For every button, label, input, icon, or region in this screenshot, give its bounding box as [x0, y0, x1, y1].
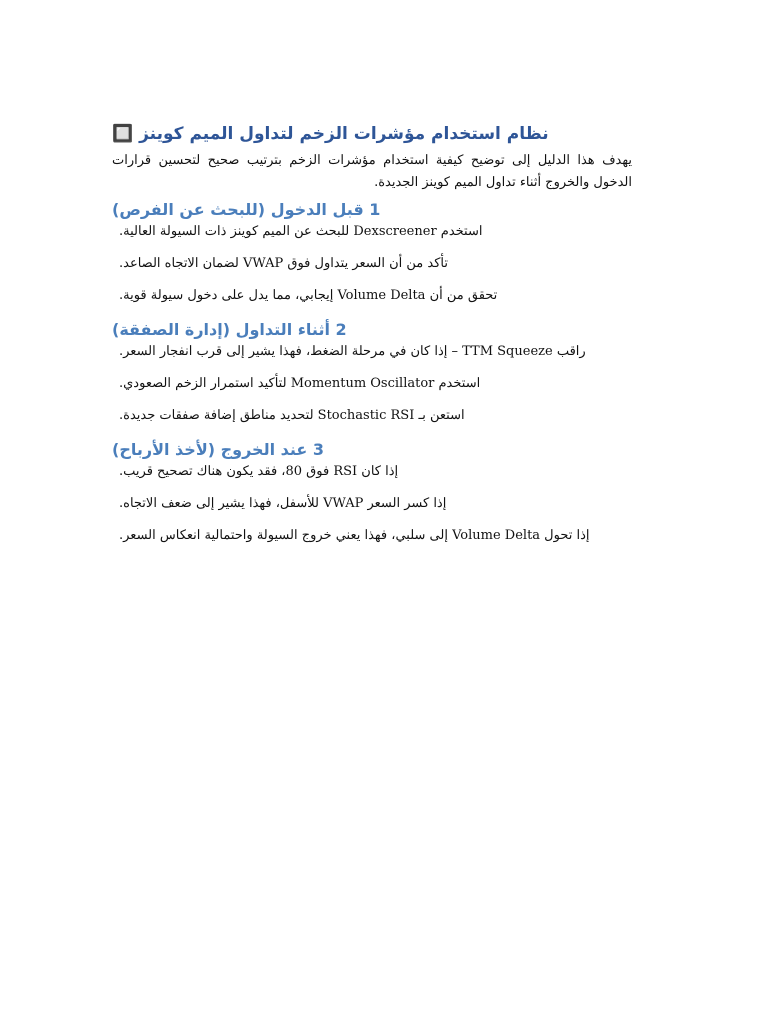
section-heading-before-entry: 1 قبل الدخول (للبحث عن الفرص): [112, 200, 381, 219]
list-item: تحقق من أن Volume Delta إيجابي، مما يدل على دخول سيولة قوية.: [119, 288, 498, 303]
intro-paragraph: يهدف هذا الدليل إلى توضيح كيفية استخدام مؤشرات الزخم بترتيب صحيح لتحسين قرارات الدخول والخروج أثناء تداول الميم كوينز الجديدة.: [112, 153, 632, 190]
list-item: استخدم Dexscreener للبحث عن الميم كوينز ذات السيولة العالية.: [119, 224, 483, 239]
list-item: استعن بـ Stochastic RSI لتحديد مناطق إضافة صفقات جديدة.: [119, 408, 465, 423]
document-title: نظام استخدام مؤشرات الزخم لتداول الميم كوينز 🔲: [112, 124, 549, 144]
list-item: راقب TTM Squeeze – إذا كان في مرحلة الضغط، فهذا يشير إلى قرب انفجار السعر.: [119, 344, 586, 359]
list-item: تأكد من أن السعر يتداول فوق VWAP لضمان الاتجاه الصاعد.: [119, 256, 448, 271]
list-item: استخدم Momentum Oscillator لتأكيد استمرار الزخم الصعودي.: [119, 376, 481, 391]
list-item: إذا كان RSI فوق 80، فقد يكون هناك تصحيح قريب.: [119, 464, 399, 479]
section-heading-during-trade: 2 أثناء التداول (إدارة الصفقة): [112, 320, 347, 339]
section-heading-exit: 3 عند الخروج (لأخذ الأرباح): [112, 440, 325, 459]
list-item: إذا تحول Volume Delta إلى سلبي، فهذا يعني خروج السيولة واحتمالية انعكاس السعر.: [119, 528, 590, 543]
list-item: إذا كسر السعر VWAP للأسفل، فهذا يشير إلى ضعف الاتجاه.: [119, 496, 447, 511]
